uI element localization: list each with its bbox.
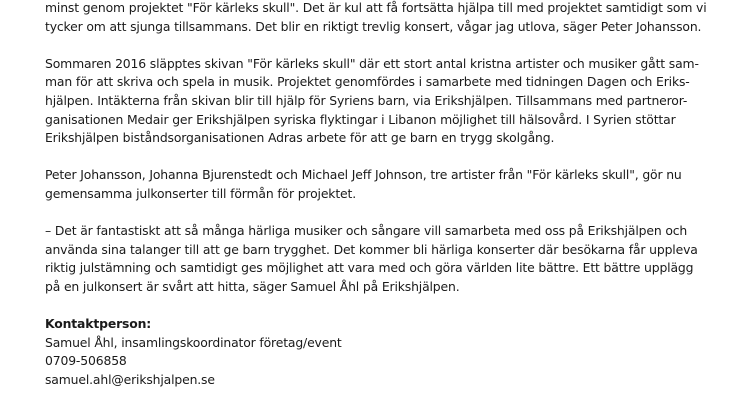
contact-heading: Kontaktperson: — [45, 316, 152, 332]
text-line: ganisationen Medair ger Erikshjälpen syriska flyktingar i Libanon möjlighet till hälsovård. I Syrien stöttar — [45, 111, 676, 127]
text-line: man för att skriva och spela in musik. Projektet genomfördes i samarbete med tidningen Dagen och Eriks- — [45, 74, 690, 90]
text-line: – Det är fantastiskt att så många härliga musiker och sångare vill samarbeta med oss på Erikshjälpen och — [45, 223, 688, 239]
paragraph-artists — [45, 166, 725, 203]
text-line: på en julkonsert är svårt att hitta, säger Samuel Åhl på Erikshjälpen. — [45, 278, 460, 294]
text-line: Peter Johansson, Johanna Bjurenstedt och Michael Jeff Johnson, tre artister från "För kärleks skull", gör nu — [45, 167, 682, 183]
paragraph-quote — [45, 222, 725, 296]
press-release-body — [45, 0, 725, 389]
text-line: Sommaren 2016 släpptes skivan "För kärleks skull" där ett stort antal kristna artister och musiker gått sam- — [45, 55, 699, 71]
text-line: riktig julstämning och samtidigt ges möjlighet att vara med och göra världen lite bättre. Ett bättre upplägg — [45, 260, 694, 276]
paragraph-intro — [45, 0, 725, 36]
contact-block — [45, 315, 725, 389]
text-line: använda sina talanger till att ge barn trygghet. Det kommer bli härliga konserter där besökarna får uppleva — [45, 241, 698, 257]
paragraph-album — [45, 55, 725, 148]
contact-phone: 0709-506858 — [45, 353, 127, 369]
contact-name: Samuel Åhl, insamlingskoordinator företag/event — [45, 334, 342, 350]
text-line: Erikshjälpen biståndsorganisationen Adras arbete för att ge barn en trygg skolgång. — [45, 130, 555, 146]
text-line: hjälpen. Intäkterna från skivan blir till hjälp för Syriens barn, via Erikshjälpen. Tillsammans med partneror- — [45, 92, 688, 108]
text-line: tycker om att sjunga tillsammans. Det blir en riktigt trevlig konsert, vågar jag utlova, säger Peter Johansson. — [45, 18, 702, 34]
text-line: gemensamma julkonserter till förmån för projektet. — [45, 185, 357, 201]
contact-email: samuel.ahl@erikshjalpen.se — [45, 371, 215, 387]
text-line: minst genom projektet "För kärleks skull". Det är kul att få fortsätta hjälpa till med projektet samtidigt som vi — [45, 0, 707, 15]
